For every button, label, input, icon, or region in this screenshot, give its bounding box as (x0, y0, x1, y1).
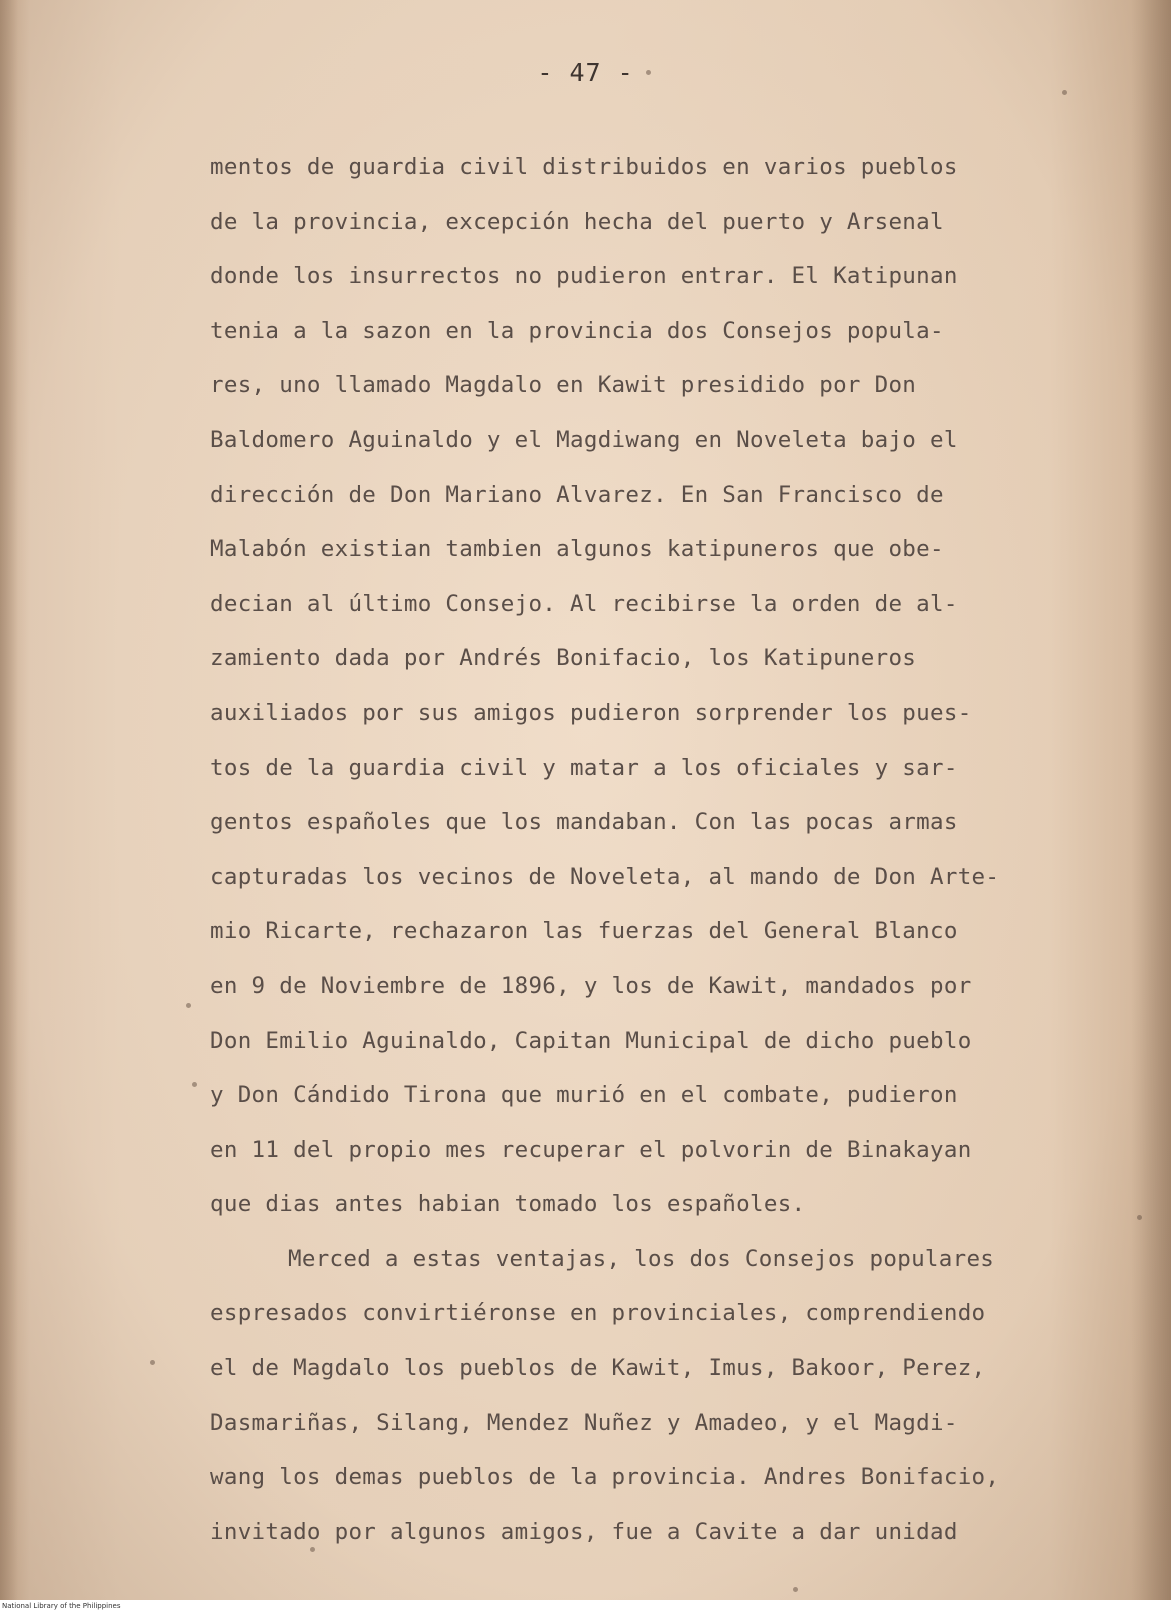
page-edge-shadow-left (0, 0, 18, 1600)
text-line: Baldomero Aguinaldo y el Magdiwang en Noveleta bajo el (210, 426, 958, 453)
text-line: y Don Cándido Tirona que murió en el combate, pudieron (210, 1082, 958, 1109)
paper-speck (1062, 90, 1067, 95)
text-line-paragraph-start: Merced a estas ventajas, los dos Consejos populares (288, 1245, 995, 1272)
page-number: - 47 - (537, 58, 634, 87)
text-line: en 11 del propio mes recuperar el polvorin de Binakayan (210, 1136, 972, 1163)
text-line: gentos españoles que los mandaban. Con las pocas armas (210, 809, 958, 836)
body-text (210, 140, 1090, 1559)
paper-speck (646, 70, 651, 75)
text-line: espresados convirtiéronse en provinciales, comprendiendo (210, 1300, 986, 1327)
text-line: de la provincia, excepción hecha del puerto y Arsenal (210, 208, 944, 235)
text-line: Don Emilio Aguinaldo, Capitan Municipal de dicho pueblo (210, 1027, 972, 1054)
text-line: auxiliados por sus amigos pudieron sorprender los pues- (210, 699, 972, 726)
text-line: wang los demas pueblos de la provincia. Andres Bonifacio, (210, 1464, 1000, 1491)
library-credit: National Library of the Philippines (2, 1602, 121, 1610)
text-line: donde los insurrectos no pudieron entrar. El Katipunan (210, 263, 958, 290)
text-line: mentos de guardia civil distribuidos en varios pueblos (210, 154, 958, 180)
text-line: tos de la guardia civil y matar a los oficiales y sar- (210, 754, 958, 781)
paper-speck (1137, 1215, 1142, 1220)
page-edge-shadow-right (1131, 0, 1171, 1600)
paper-speck (150, 1360, 155, 1365)
text-line: invitado por algunos amigos, fue a Cavite a dar unidad (210, 1518, 958, 1545)
text-line: res, uno llamado Magdalo en Kawit presidido por Don (210, 372, 917, 399)
text-line: zamiento dada por Andrés Bonifacio, los Katipuneros (210, 645, 917, 672)
text-line: mio Ricarte, rechazaron las fuerzas del General Blanco (210, 918, 958, 945)
paper-speck (186, 1003, 191, 1008)
paper-speck (793, 1587, 798, 1592)
text-line: tenia a la sazon en la provincia dos Consejos popula- (210, 317, 944, 344)
text-line: el de Magdalo los pueblos de Kawit, Imus, Bakoor, Perez, (210, 1355, 986, 1382)
text-line: que dias antes habian tomado los españoles. (210, 1191, 806, 1218)
paper-speck (310, 1547, 315, 1552)
text-line: Malabón existian tambien algunos katipuneros que obe- (210, 536, 944, 563)
text-line: capturadas los vecinos de Noveleta, al mando de Don Arte- (210, 863, 1000, 890)
text-line: Dasmariñas, Silang, Mendez Nuñez y Amadeo, y el Magdi- (210, 1409, 958, 1436)
text-line: en 9 de Noviembre de 1896, y los de Kawit, mandados por (210, 972, 972, 999)
paper-speck (192, 1082, 197, 1087)
text-line: dirección de Don Mariano Alvarez. En San Francisco de (210, 481, 944, 508)
text-line: decian al último Consejo. Al recibirse la orden de al- (210, 590, 958, 617)
